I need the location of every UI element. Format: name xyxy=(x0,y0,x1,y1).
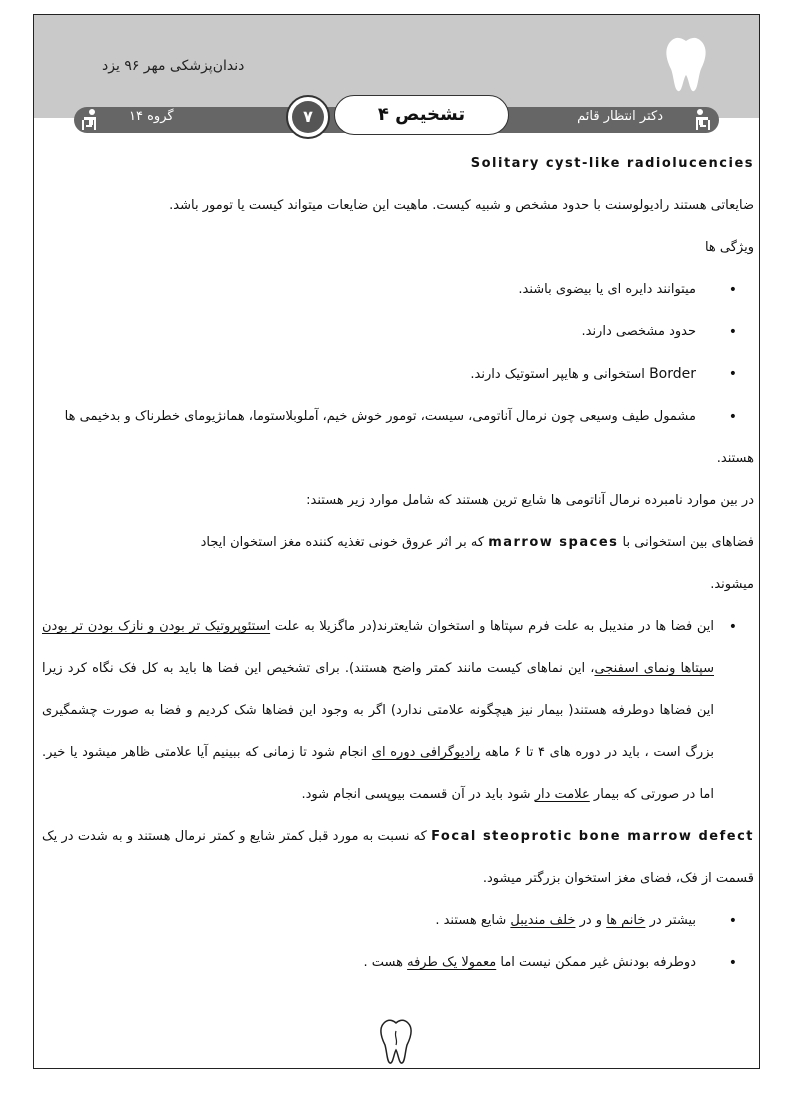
list-item: • Border استخوانی و هایپر استوتیک دارند. xyxy=(42,353,754,396)
marrow-list xyxy=(42,606,754,816)
lecture-number-badge xyxy=(286,95,330,139)
list-item: • دوطرفه بودنش غیر ممکن نیست اما معمولا یک طرفه هست . xyxy=(42,942,754,984)
focal-paragraph: Focal steoprotic bone marrow defect که نسبت به مورد قبل کمتر شایع و کمتر نرمال هستند و به شدت در یک قسمت از فک، فضای مغز استخوان بزرگتر میشود. xyxy=(42,829,754,886)
list-item: • بیشتر در خانم ها و در خلف مندیبل شایع هستند . xyxy=(42,900,754,942)
marrow-tail: میشوند. xyxy=(710,577,754,592)
list-item: • مشمول طیف وسیعی چون نرمال آناتومی، سیست، تومور خوش خیم، آملوبلاستوما، همانژیومای خطرناک و بدخیمی ها xyxy=(42,396,754,438)
tooth-logo-icon xyxy=(663,35,709,93)
features-heading: ویژگی ها xyxy=(704,240,754,255)
intro-paragraph: ضایعاتی هستند رادیولوسنت با حدود مشخص و شبیه کیست. ماهیت این ضایعات میتواند کیست یا تومور باشد. xyxy=(169,198,754,213)
page-frame xyxy=(33,14,760,1069)
marrow-paragraph: فضاهای بین استخوانی با marrow spaces که بر اثر عروق خونی تغذیه کننده مغز استخوان ایجاد xyxy=(200,535,754,550)
lecture-number: ۷ xyxy=(292,101,324,133)
normal-anatomy-paragraph: در بین موارد نامبرده نرمال آناتومی ها شایع ترین هستند که شامل موارد زیر هستند: xyxy=(306,493,754,508)
page-title: تشخیص ۴ xyxy=(334,95,509,135)
list-item: • میتوانند دایره ای یا بیضوی باشند. xyxy=(42,269,754,311)
person-desk-icon xyxy=(80,108,102,132)
list-item: • حدود مشخصی دارند. xyxy=(42,311,754,353)
document-body xyxy=(42,143,754,984)
features-tail: هستند. xyxy=(716,451,754,466)
focal-list xyxy=(42,900,754,984)
list-item: • این فضا ها در مندیبل به علت فرم سپتاها و استخوان شایعترند(در ماگزیلا به علت استئوپروتیک تر بودن و نازک بودن تر بودن سپتاها ونمای اسفنجی، این نماهای کیست مانند کمتر واضح هستند). برای تشخیص این فضا ها باید به کل فک نگاه کرد زیرا این فضاها دوطرفه هستند( بیمار نیز هیچگونه علامتی ندارد) اگر به وجود این فضاها شک کردیم و فضا به صورت چشمگیری بزرگ است ، باید در دوره های ۴ تا ۶ ماهه رادیوگرافی دوره ای انجام شود تا زمانی که ببینیم آیا علامتی ظاهر میشود یا خیر. اما در صورتی که بیمار علامت دار شود باید در آن قسمت بیوپسی انجام شود. xyxy=(42,606,754,816)
group-label: گروه ۱۴ xyxy=(129,109,174,124)
lecturer-label: دکتر انتظار قائم xyxy=(577,109,663,124)
university-label: دندان‌پزشکی مهر ۹۶ یزد xyxy=(102,58,245,74)
features-list xyxy=(42,269,754,438)
person-desk-icon xyxy=(690,108,712,132)
heading-en: Solitary cyst-like radiolucencies xyxy=(470,156,754,171)
tooth-footer-icon xyxy=(378,1017,414,1065)
